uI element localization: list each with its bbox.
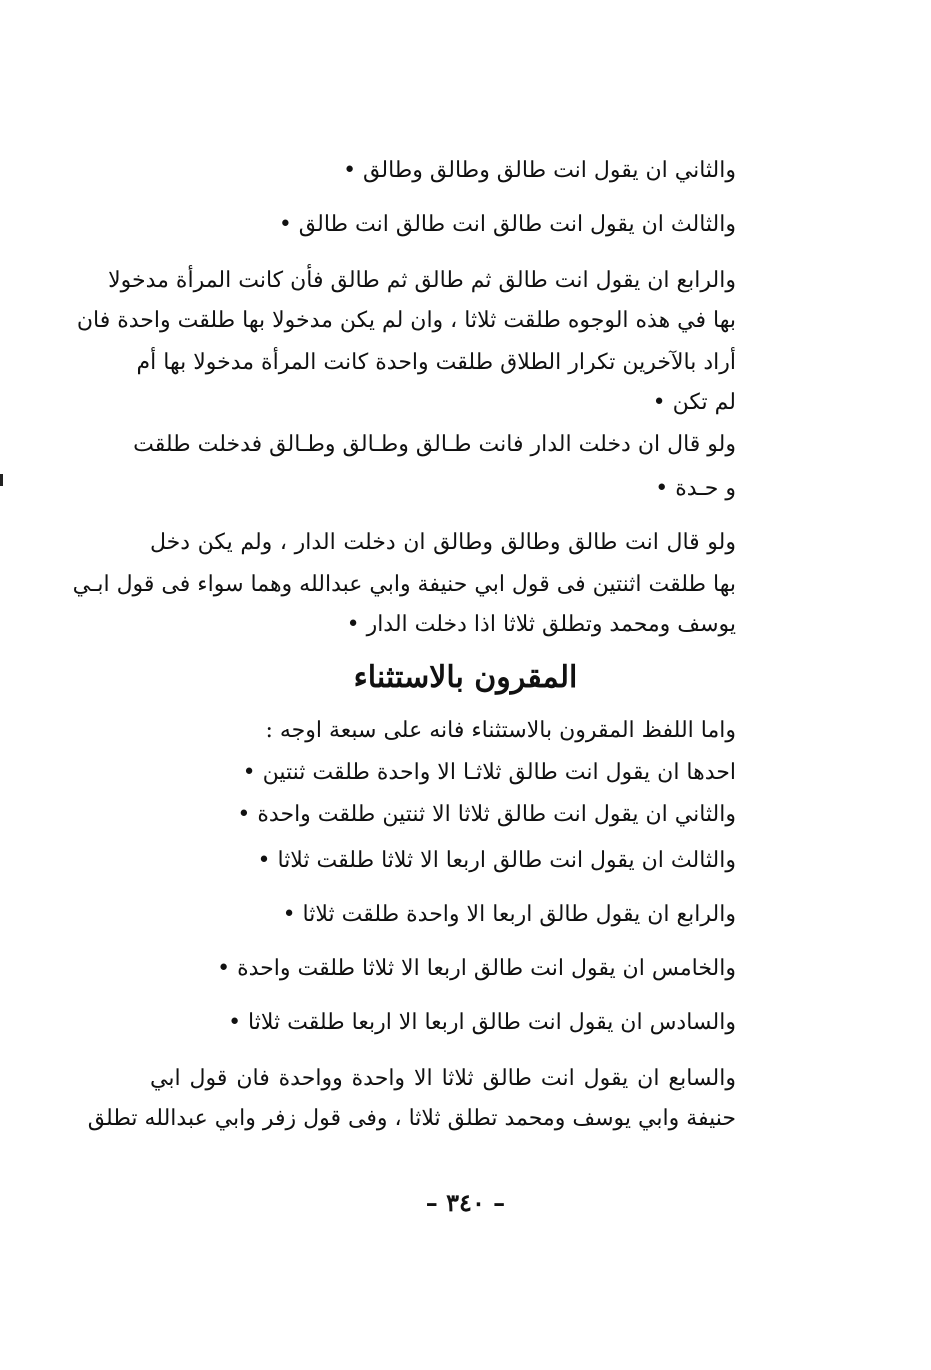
text-line: بها في هذه الوجوه طلقت ثلاثا ، وان لم يكن مدخولا بها طلقت واحدة فان <box>76 308 736 333</box>
text-line: والسادس ان يقول انت طالق اربعا الا اربعا طلقت ثلاثا • <box>228 1010 736 1035</box>
text-line: والخامس ان يقول انت طالق اربعا الا ثلاثا طلقت واحدة • <box>217 956 736 981</box>
text-line: واما اللفظ المقرون بالاستثناء فانه على سبعة اوجه : <box>265 718 736 743</box>
text-line: يوسف ومحمد وتطلق ثلاثا اذا دخلت الدار • <box>346 612 736 637</box>
text-line: لم تكن • <box>652 390 736 415</box>
text-line: والسابع ان يقول انت طالق ثلاثا الا واحدة وواحدة فان قول ابي <box>150 1066 736 1091</box>
text-line: ولو قال انت طالق وطالق وطالق ان دخلت الدار ، ولم يكن دخل <box>150 530 736 555</box>
text-line: احدها ان يقول انت طالق ثلاثـا الا واحدة طلقت ثنتين • <box>242 760 736 785</box>
section-heading: المقرون بالاستثناء <box>353 660 578 695</box>
text-line: حنيفة وابي يوسف ومحمد تطلق ثلاثا ، وفى قول زفر وابي عبدالله تطلق <box>87 1106 736 1131</box>
text-line: و حـدة • <box>655 476 736 501</box>
text-line: بها طلقت اثنتين فى قول ابي حنيفة وابي عبدالله وهما سواء فى قول ابـي <box>72 572 736 597</box>
text-line: والثالث ان يقول انت طالق انت طالق انت طالق • <box>278 212 736 237</box>
text-line: أراد بالآخرين تكرار الطلاق طلقت واحدة كانت المرأة مدخولا بها أم <box>136 350 736 375</box>
text-line: والثالث ان يقول انت طالق اربعا الا ثلاثا طلقت ثلاثا • <box>257 848 736 873</box>
margin-mark <box>0 474 3 486</box>
text-line: والثاني ان يقول انت طالق وطالق وطالق • <box>343 158 736 183</box>
text-line: والرابع ان يقول طالق اربعا الا واحدة طلقت ثلاثا • <box>282 902 736 927</box>
text-line: والثاني ان يقول انت طالق ثلاثا الا ثنتين طلقت واحدة • <box>237 802 736 827</box>
text-line: ولو قال ان دخلت الدار فانت طـالق وطـالق وطـالق فدخلت طلقت <box>133 432 736 457</box>
text-line: والرابع ان يقول انت طالق ثم طالق ثم طالق فأن كانت المرأة مدخولا <box>108 268 736 293</box>
page-number: – ٣٤٠ – <box>425 1188 506 1217</box>
